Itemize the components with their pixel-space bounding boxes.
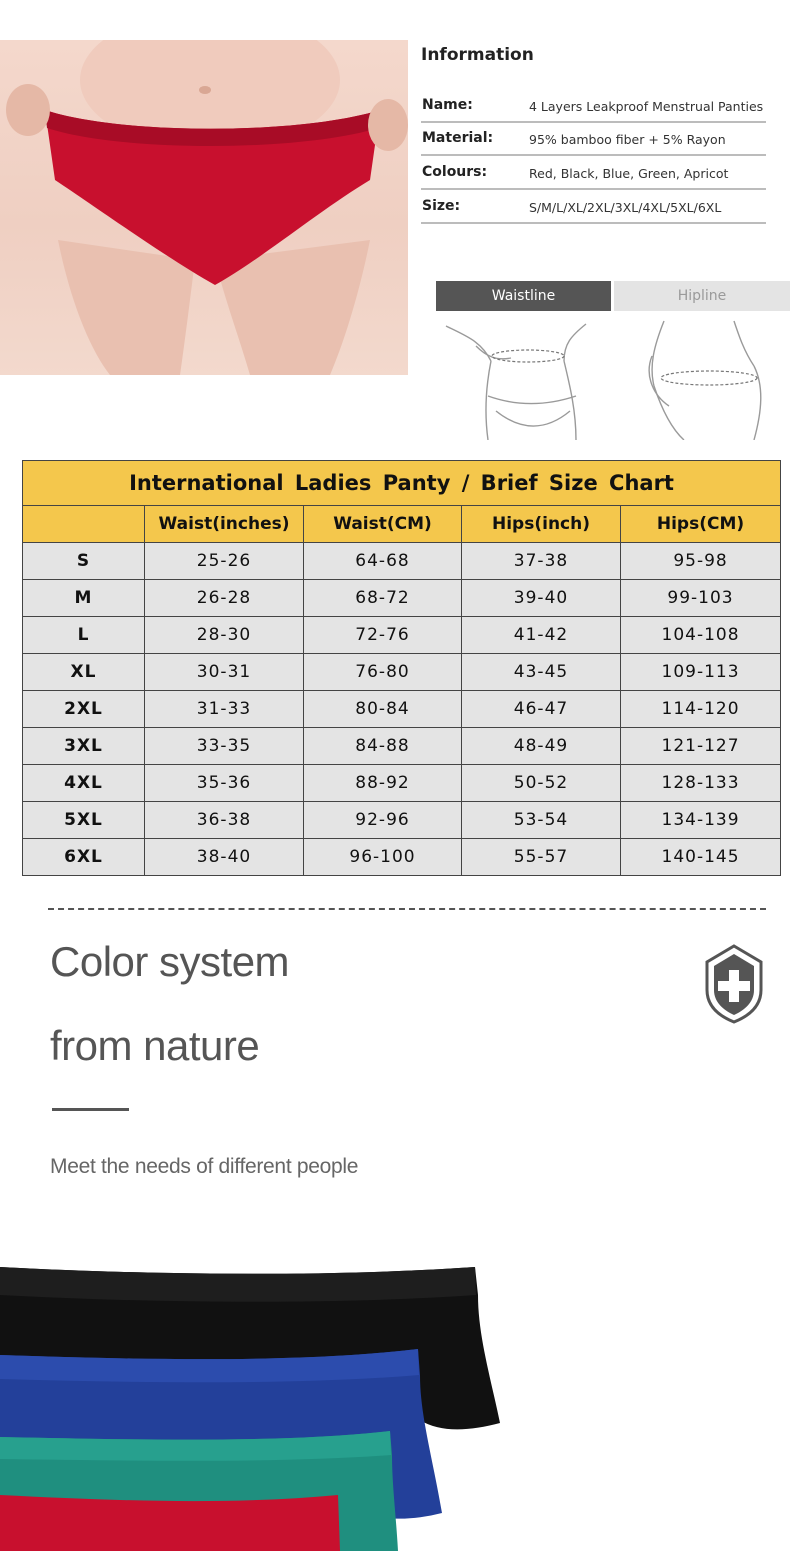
table-cell: 109-113 bbox=[621, 654, 781, 691]
size-cell: L bbox=[23, 617, 145, 654]
size-cell: 6XL bbox=[23, 839, 145, 876]
size-cell: S bbox=[23, 543, 145, 580]
info-value: Red, Black, Blue, Green, Apricot bbox=[529, 166, 729, 181]
table-cell: 26-28 bbox=[145, 580, 304, 617]
column-header: Waist(CM) bbox=[304, 506, 462, 543]
table-row bbox=[23, 691, 781, 728]
table-cell: 48-49 bbox=[462, 728, 621, 765]
table-cell: 84-88 bbox=[304, 728, 462, 765]
info-key: Material: bbox=[422, 130, 494, 146]
table-cell: 25-26 bbox=[145, 543, 304, 580]
table-cell: 46-47 bbox=[462, 691, 621, 728]
info-row-name bbox=[421, 90, 766, 123]
section-heading-line1: Color system bbox=[50, 938, 290, 985]
table-cell: 128-133 bbox=[621, 765, 781, 802]
table-cell: 28-30 bbox=[145, 617, 304, 654]
table-cell: 33-35 bbox=[145, 728, 304, 765]
table-cell: 64-68 bbox=[304, 543, 462, 580]
table-row bbox=[23, 580, 781, 617]
table-row bbox=[23, 543, 781, 580]
table-cell: 36-38 bbox=[145, 802, 304, 839]
column-header bbox=[23, 506, 145, 543]
section-heading-line2: from nature bbox=[50, 1022, 260, 1069]
table-cell: 68-72 bbox=[304, 580, 462, 617]
table-row bbox=[23, 839, 781, 876]
size-chart-table bbox=[22, 460, 781, 876]
info-value: 95% bamboo fiber + 5% Rayon bbox=[529, 132, 726, 147]
table-cell: 88-92 bbox=[304, 765, 462, 802]
table-cell: 41-42 bbox=[462, 617, 621, 654]
size-cell: 5XL bbox=[23, 802, 145, 839]
column-header: Waist(inches) bbox=[145, 506, 304, 543]
table-row bbox=[23, 765, 781, 802]
table-cell: 140-145 bbox=[621, 839, 781, 876]
size-cell: M bbox=[23, 580, 145, 617]
table-cell: 76-80 bbox=[304, 654, 462, 691]
info-value: S/M/L/XL/2XL/3XL/4XL/5XL/6XL bbox=[529, 200, 722, 215]
table-cell: 99-103 bbox=[621, 580, 781, 617]
table-cell: 38-40 bbox=[145, 839, 304, 876]
product-photo bbox=[0, 40, 408, 375]
size-cell: XL bbox=[23, 654, 145, 691]
table-cell: 55-57 bbox=[462, 839, 621, 876]
waist-measure-figure bbox=[436, 316, 611, 440]
tab-hipline: Hipline bbox=[614, 281, 790, 311]
size-chart-title: International Ladies Panty / Brief Size Chart bbox=[23, 461, 781, 506]
table-cell: 95-98 bbox=[621, 543, 781, 580]
info-key: Size: bbox=[422, 198, 461, 214]
info-row-size bbox=[421, 191, 766, 224]
shield-cross-icon bbox=[705, 944, 763, 1024]
table-cell: 37-38 bbox=[462, 543, 621, 580]
table-cell: 80-84 bbox=[304, 691, 462, 728]
table-row bbox=[23, 802, 781, 839]
table-cell: 72-76 bbox=[304, 617, 462, 654]
info-key: Colours: bbox=[422, 164, 488, 180]
size-cell: 2XL bbox=[23, 691, 145, 728]
table-cell: 121-127 bbox=[621, 728, 781, 765]
table-cell: 35-36 bbox=[145, 765, 304, 802]
color-variants-image bbox=[0, 1255, 800, 1551]
tab-waistline: Waistline bbox=[436, 281, 611, 311]
size-cell: 3XL bbox=[23, 728, 145, 765]
info-row-colours bbox=[421, 157, 766, 190]
table-row bbox=[23, 617, 781, 654]
column-header: Hips(CM) bbox=[621, 506, 781, 543]
column-header: Hips(inch) bbox=[462, 506, 621, 543]
hip-measure-figure bbox=[614, 316, 790, 440]
table-cell: 50-52 bbox=[462, 765, 621, 802]
accent-underline bbox=[52, 1108, 129, 1111]
table-cell: 134-139 bbox=[621, 802, 781, 839]
table-cell: 92-96 bbox=[304, 802, 462, 839]
table-cell: 31-33 bbox=[145, 691, 304, 728]
size-cell: 4XL bbox=[23, 765, 145, 802]
table-row bbox=[23, 728, 781, 765]
info-key: Name: bbox=[422, 97, 473, 113]
size-chart-title-row bbox=[23, 461, 781, 506]
table-cell: 43-45 bbox=[462, 654, 621, 691]
info-value: 4 Layers Leakproof Menstrual Panties bbox=[529, 99, 764, 114]
table-cell: 30-31 bbox=[145, 654, 304, 691]
table-row bbox=[23, 654, 781, 691]
table-cell: 104-108 bbox=[621, 617, 781, 654]
table-cell: 114-120 bbox=[621, 691, 781, 728]
info-row-material bbox=[421, 123, 766, 156]
table-cell: 96-100 bbox=[304, 839, 462, 876]
size-chart-header-row bbox=[23, 506, 781, 543]
table-cell: 53-54 bbox=[462, 802, 621, 839]
section-subtitle: Meet the needs of different people bbox=[50, 1155, 359, 1178]
info-title: Information bbox=[421, 45, 534, 65]
dashed-divider bbox=[48, 908, 766, 910]
table-cell: 39-40 bbox=[462, 580, 621, 617]
